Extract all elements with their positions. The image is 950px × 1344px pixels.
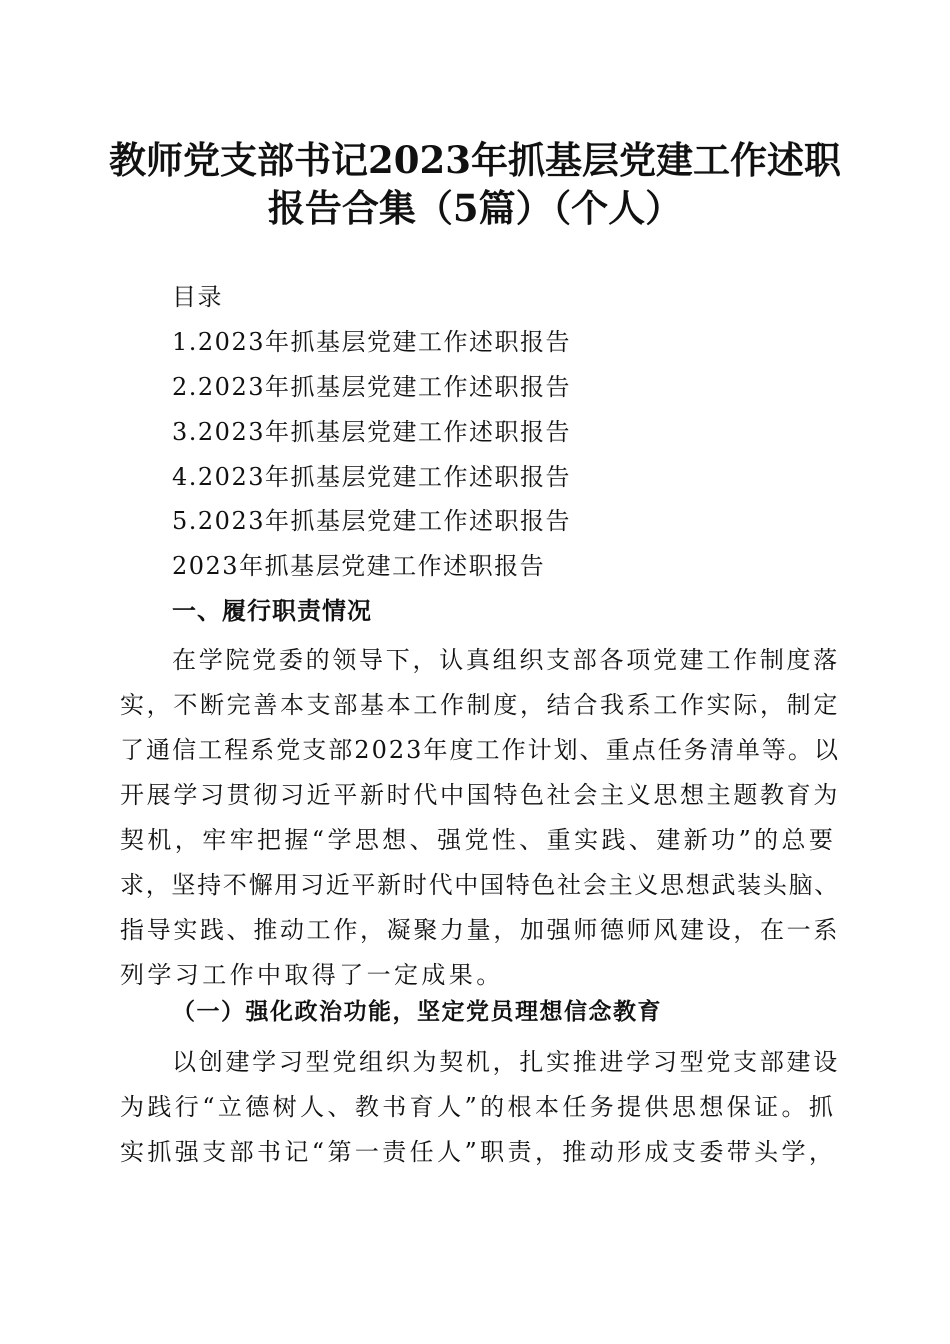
toc-item-2: 2.2023年抓基层党建工作述职报告 xyxy=(172,373,571,401)
document-title-line-2: 报告合集（5篇）（个人） xyxy=(267,186,683,230)
paragraph-line: 指导实践、推动工作，凝聚力量，加强师德师风建设，在一系 xyxy=(120,916,840,944)
toc-item-1: 1.2023年抓基层党建工作述职报告 xyxy=(172,328,571,356)
paragraph-line: 列学习工作中取得了一定成果。 xyxy=(120,961,504,989)
paragraph-line: 开展学习贯彻习近平新时代中国特色社会主义思想主题教育为 xyxy=(120,781,840,809)
toc-item-4: 4.2023年抓基层党建工作述职报告 xyxy=(172,463,571,491)
paragraph-line: 实抓强支部书记“第一责任人”职责，推动形成支委带头学， xyxy=(120,1138,837,1166)
subsection-heading-political-function: （一）强化政治功能，坚定党员理想信念教育 xyxy=(172,999,662,1025)
paragraph-line: 契机，牢牢把握“学思想、强党性、重实践、建新功”的总要 xyxy=(120,826,837,854)
section-heading-duties: 一、履行职责情况 xyxy=(172,597,372,625)
paragraph-line: 以创建学习型党组织为契机，扎实推进学习型党支部建设 xyxy=(172,1048,840,1076)
toc-item-5: 5.2023年抓基层党建工作述职报告 xyxy=(172,507,571,535)
toc-item-3: 3.2023年抓基层党建工作述职报告 xyxy=(172,418,571,446)
report-title: 2023年抓基层党建工作述职报告 xyxy=(172,552,546,580)
paragraph-line: 在学院党委的领导下，认真组织支部各项党建工作制度落 xyxy=(172,646,840,674)
document-title-line-1: 教师党支部书记2023年抓基层党建工作述职 xyxy=(109,138,841,182)
paragraph-line: 为践行“立德树人、教书育人”的根本任务提供思想保证。抓 xyxy=(120,1093,837,1121)
paragraph-line: 了通信工程系党支部2023年度工作计划、重点任务清单等。以 xyxy=(120,736,840,764)
paragraph-line: 实，不断完善本支部基本工作制度，结合我系工作实际，制定 xyxy=(120,691,840,719)
toc-heading: 目录 xyxy=(172,283,223,311)
paragraph-line: 求，坚持不懈用习近平新时代中国特色社会主义思想武装头脑、 xyxy=(120,871,840,899)
